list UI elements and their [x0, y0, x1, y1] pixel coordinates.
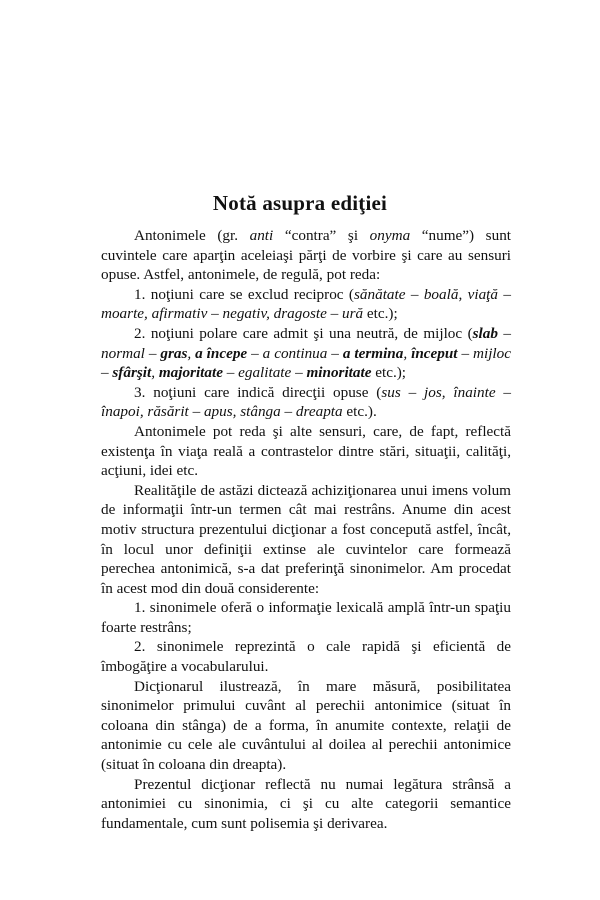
text-run: etc.). — [342, 403, 377, 421]
bold-term: a termina — [342, 344, 404, 362]
example-words: sănătate – boală, viaţă – moarte, afirmativ – negativ, dragoste – ură — [101, 285, 511, 323]
text-run: , — [151, 364, 159, 382]
list-item-3 — [101, 383, 511, 422]
list-item-2 — [101, 324, 511, 383]
text-run: , — [403, 344, 412, 362]
term-anti: anti — [249, 227, 274, 244]
paragraph-reflects: Prezentul dicţionar reflectă nu numai legătura strânsă a antonimiei cu sinonimia, ci şi cu alte categorii semantice fundamentale, cum sunt polisemia şi derivarea. — [101, 775, 511, 832]
text-run: , — [187, 344, 196, 362]
paragraph-realities: Realităţile de astăzi dictează achiziţionarea unui imens volum de informaţii într-un termen cât mai restrâns. Anume din acest motiv structura prezentului dicţionar a fost concepută astfel, încât, în locul unor definiţii extinse ale cuvintelor care formează perechea antonimică, s-a dat preferinţă sinonimelor. Am procedat în acest mod din două considerente: — [101, 481, 511, 597]
bold-term: slab — [472, 324, 498, 342]
bold-term: minoritate — [306, 364, 372, 382]
bold-term: majoritate — [158, 364, 223, 382]
reason-1: 1. sinonimele oferă o informaţie lexicală amplă într-un spaţiu foarte restrâns; — [101, 599, 511, 636]
text-run: Antonimele (gr. — [134, 227, 250, 244]
text-run: etc.); — [371, 364, 407, 382]
text-run: 3. noţiuni care indică direcţii opuse ( — [134, 383, 382, 401]
example-words: sus – jos, înainte – înapoi, răsărit – apus, stânga – dreapta — [101, 383, 511, 421]
text-run: – mijloc – — [101, 344, 511, 382]
bold-term: sfârşit — [112, 364, 152, 382]
paragraph-senses: Antonimele pot reda şi alte sensuri, care, de fapt, reflectă existenţa în viaţa reală a contrastelor dintre stări, situaţii, calităţi, acţiuni, idei etc. — [101, 422, 511, 480]
term-onyma: onyma — [369, 227, 411, 244]
text-run: etc.); — [363, 305, 398, 323]
body-text — [101, 226, 511, 833]
bold-term: gras — [160, 344, 188, 362]
text-run: “contra” şi — [273, 227, 370, 244]
text-run: – egalitate – — [222, 364, 307, 382]
paragraph-illustrates: Dicţionarul ilustrează, în mare măsură, posibilitatea sinonimelor primului cuvânt al perechii antonimice (situat în coloana din stânga) de a forma, în anumite contexte, relaţii de antonimie cu cele ale cuvântului al doilea al perechii antonimice (situat în coloana din dreapta). — [101, 677, 511, 774]
text-run: – a continua – — [247, 344, 343, 362]
text-run: 2. noţiuni polare care admit şi una neutră, de mijloc ( — [134, 324, 473, 342]
paragraph-intro — [101, 226, 511, 285]
text-run: – normal – — [101, 324, 512, 362]
page-title: Notă asupra ediţiei — [212, 191, 388, 215]
text-run: 1. noţiuni care se exclud reciproc ( — [134, 285, 354, 303]
bold-term: a începe — [195, 344, 248, 362]
bold-term: început — [411, 344, 458, 362]
list-item-1 — [101, 285, 511, 324]
text-run: “nume”) sunt cuvintele care aparţin aceleiaşi părţi de vorbire şi care au sensuri opuse. Astfel, antonimele, de regulă, pot reda: — [101, 227, 512, 284]
reason-2: 2. sinonimele reprezintă o cale rapidă şi eficientă de îmbogăţire a vocabularului. — [101, 638, 511, 676]
